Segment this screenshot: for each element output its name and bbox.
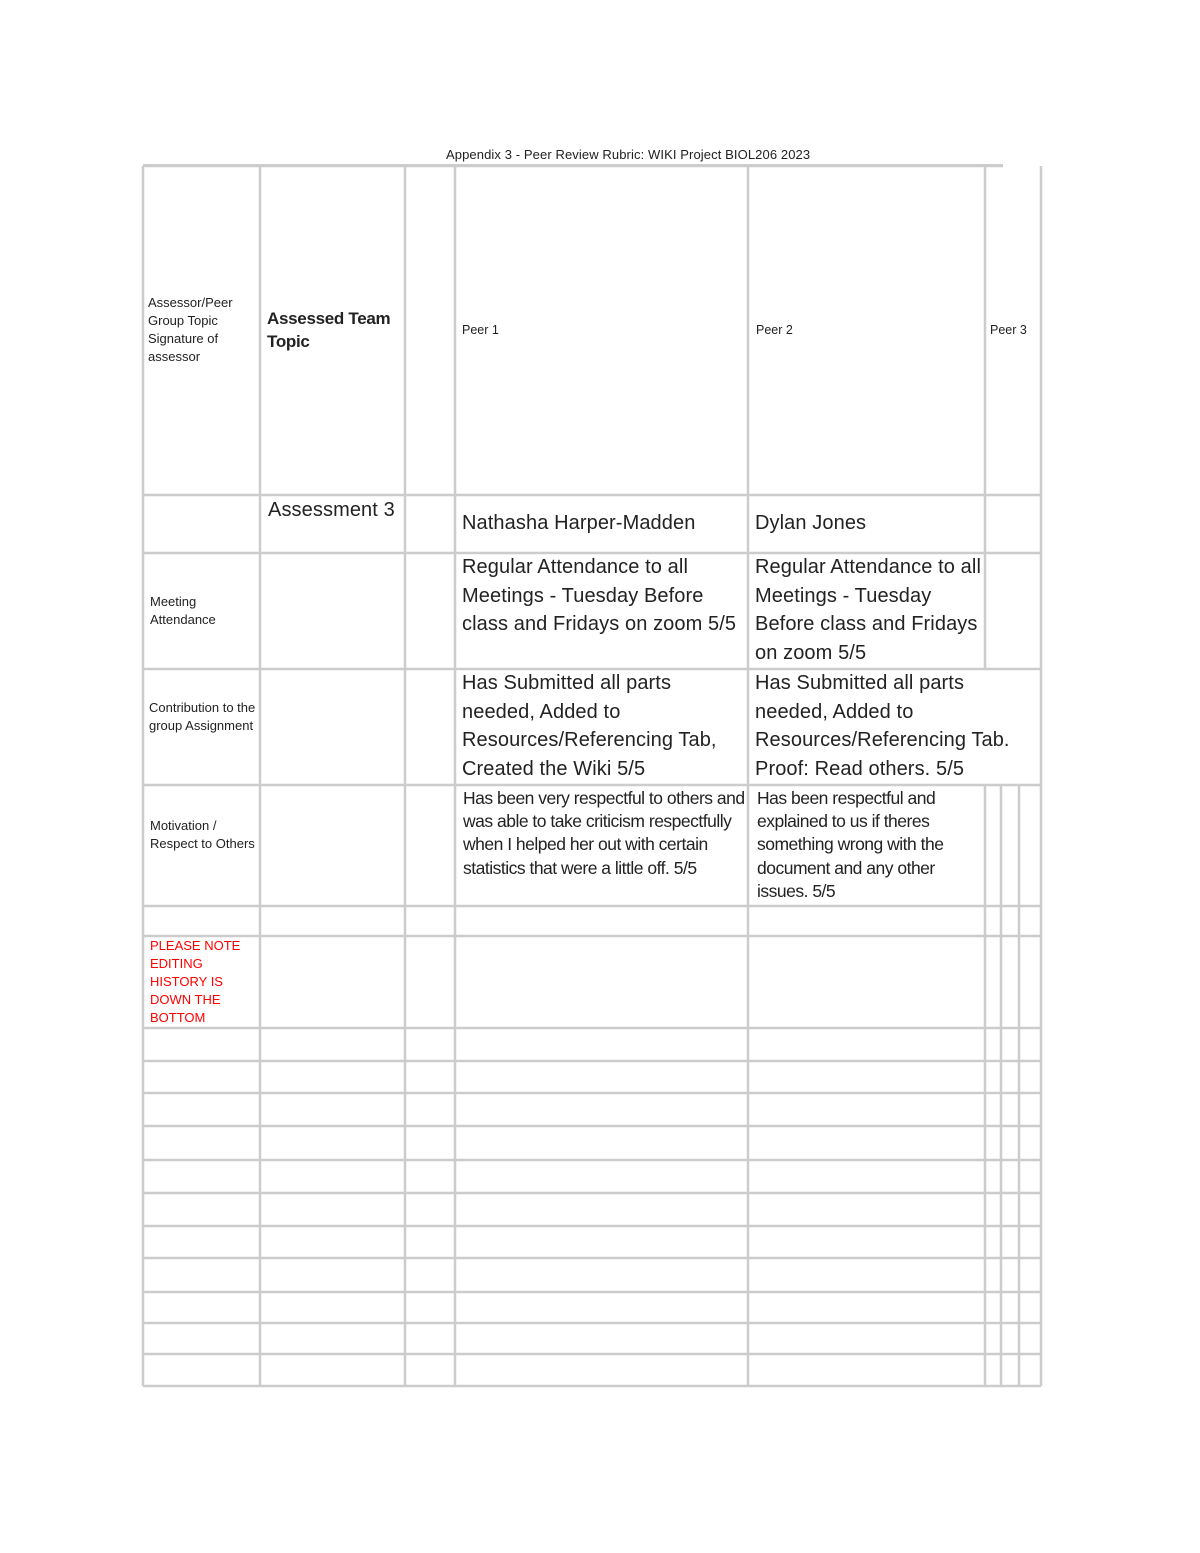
criterion-label-motivation: Motivation / Respect to Others [150,818,255,851]
peer1-motivation-cell: Has been very respectful to others and was able to take criticism respectfully when I helped her out with certain statistics that were a little off. 5/5 [463,788,745,878]
criterion-label-contribution: Contribution to the group Assignment [149,700,256,733]
peer1-name-cell: Nathasha Harper-Madden [462,512,696,534]
peer3-header: Peer 3 [990,323,1027,337]
peer2-header: Peer 2 [756,323,793,337]
assessed-team-header: Assessed Team Topic [267,309,391,351]
peer2-name-cell: Dylan Jones [755,512,867,534]
peer2-attendance-cell: Regular Attendance to all Meetings - Tuesday Before class and Fridays on zoom 5/5 [755,556,981,664]
team-name-cell: Assessment 3 [268,499,395,521]
peer1-contribution-cell: Has Submitted all parts needed, Added to Resources/Referencing Tab, Created the Wiki 5/5 [462,672,717,780]
peer1-header: Peer 1 [462,323,499,337]
peer2-motivation-cell: Has been respectful and explained to us if theres something wrong with the document and any other issues. 5/5 [757,788,944,901]
assessor-header: Assessor/Peer Group Topic Signature of assessor [148,295,233,364]
title-divider [143,164,1003,166]
page-title: Appendix 3 - Peer Review Rubric: WIKI Project BIOL206 2023 [446,147,811,162]
peer1-attendance-cell: Regular Attendance to all Meetings - Tuesday Before class and Fridays on zoom 5/5 [462,556,737,635]
criterion-label-attendance: Meeting Attendance [150,594,216,627]
editing-history-note: PLEASE NOTE EDITING HISTORY IS DOWN THE BOTTOM [150,938,241,1025]
peer2-contribution-cell: Has Submitted all parts needed, Added to Resources/Referencing Tab. Proof: Read others. 5/5 [755,672,1010,780]
